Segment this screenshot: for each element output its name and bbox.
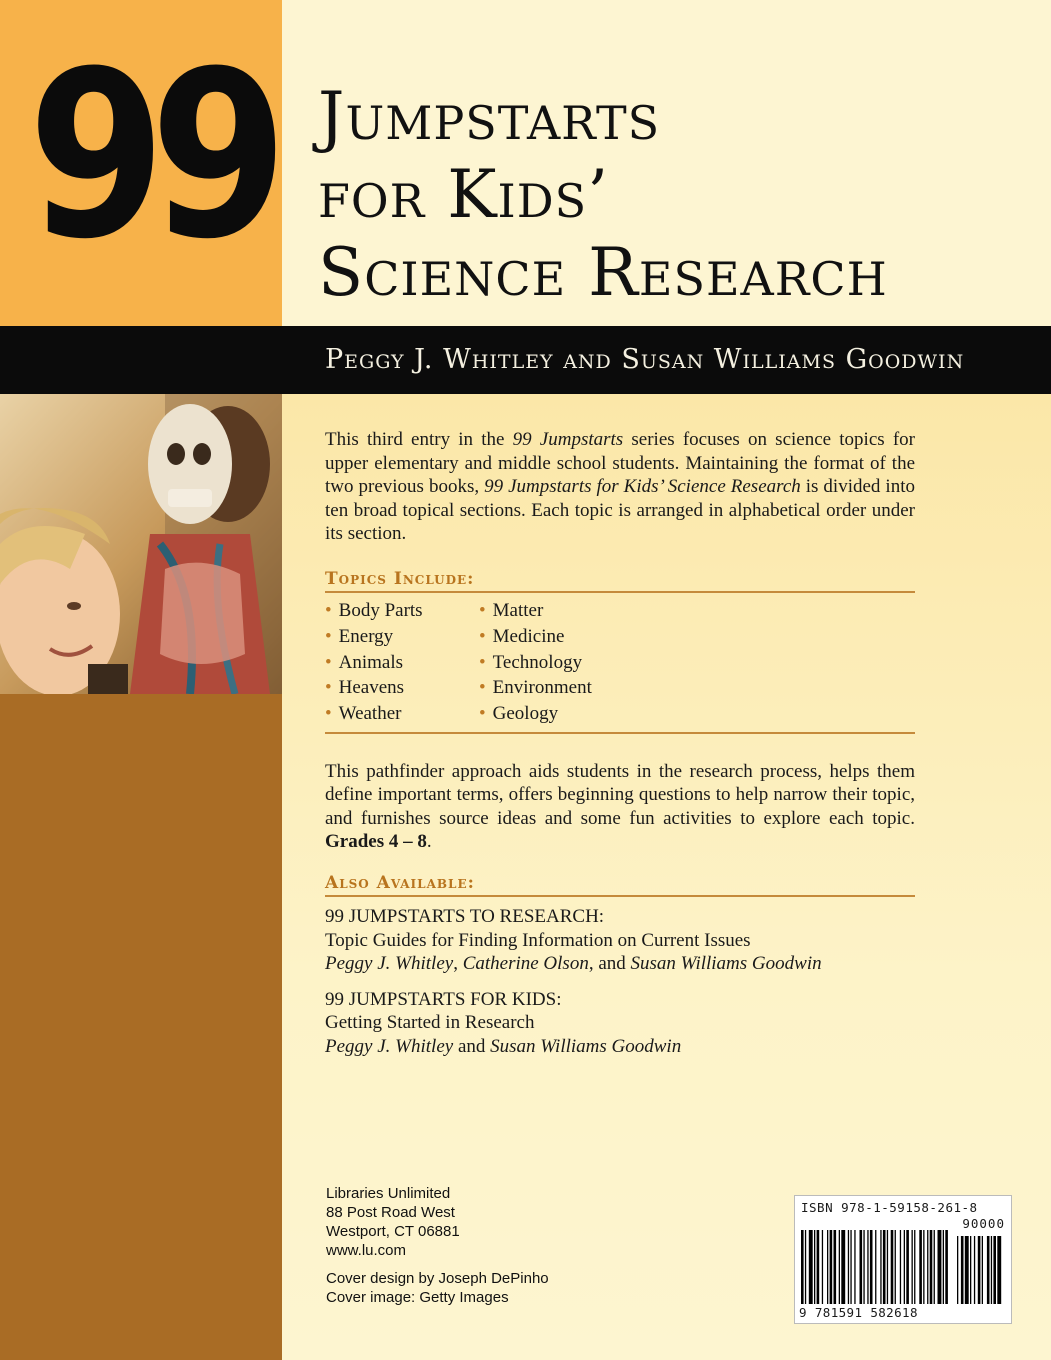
topic-item: • Body Parts [325, 600, 423, 621]
also-available-heading: Also Available: [325, 872, 475, 893]
title-line-3: Science Research [318, 234, 888, 311]
cover-photo-student-with-anatomy-model [0, 394, 282, 694]
related-book-1-title: 99 JUMPSTARTS TO RESEARCH: [325, 906, 605, 928]
publisher-city: Westport, CT 06881 [326, 1223, 460, 1240]
topics-bottom-rule [325, 732, 915, 734]
topic-item: • Matter [479, 600, 544, 621]
topic-item: • Energy [325, 625, 394, 647]
price-addon-text: 90000 [962, 1216, 1005, 1231]
intro-text-1: This third entry in the [325, 429, 513, 450]
publisher-info [326, 1184, 549, 1307]
ean-digits: 9 781591 582618 [799, 1305, 918, 1320]
publisher-street: 88 Post Road West [326, 1204, 455, 1221]
topics-column-2 [479, 599, 633, 728]
publisher-web: www.lu.com [326, 1242, 407, 1259]
topic-item: • Medicine [479, 625, 565, 647]
topic-item: • Geology [479, 703, 559, 725]
authors-line: Peggy J. Whitley and Susan Williams Goodwin [325, 344, 965, 375]
topics-list [325, 593, 915, 732]
brown-panel [0, 694, 282, 1360]
also-available-rule [325, 895, 915, 897]
isbn-barcode [794, 1195, 1012, 1324]
book-name: 99 Jumpstarts for Kids’ Science Research [484, 476, 801, 497]
related-book-1-authors: Peggy J. Whitley, Catherine Olson, and Susan Williams Goodwin [325, 953, 822, 975]
related-book-2-title: 99 JUMPSTARTS FOR KIDS: [325, 988, 562, 1010]
title-line-1: Jumpstarts [318, 78, 661, 155]
topic-item: • Animals [325, 651, 404, 673]
related-book-2-authors: Peggy J. Whitley and Susan Williams Goodwin [325, 1035, 682, 1057]
publisher-name: Libraries Unlimited [326, 1185, 451, 1202]
intro-text-2: series focuses on science topics for upper elementary and middle school students. Maintaining the format of the two previous books, [325, 429, 915, 497]
intro-paragraph [325, 428, 915, 546]
intro-text-3: is divided into ten broad topical sections. Each topic is arranged in alphabetical order under its section. [325, 476, 915, 544]
isbn-text: ISBN 978-1-59158-261-8 [801, 1200, 978, 1215]
barcode-bars [801, 1230, 1005, 1306]
cover-design-credit: Cover design by Joseph DePinho [326, 1270, 549, 1287]
related-book-1 [325, 905, 915, 976]
series-name: 99 Jumpstarts [512, 429, 624, 450]
topic-item: • Weather [325, 703, 402, 725]
topics-column-1 [325, 599, 479, 728]
pathfinder-paragraph: This pathfinder approach aids students in the research process, helps them define important terms, offers beginning questions to help narrow their topic, and furnishes source ideas and some fun activities to explore each topic. Grades 4 – 8. [325, 760, 915, 853]
topic-item: • Heavens [325, 677, 405, 699]
book-title [318, 78, 888, 312]
topic-item: • Environment [479, 677, 592, 699]
cover-image-credit: Cover image: Getty Images [326, 1289, 509, 1306]
description-content [325, 428, 915, 1058]
grades-label: Grades 4 – 8 [325, 831, 427, 853]
series-number: 99 [28, 23, 273, 290]
related-book-1-subtitle: Topic Guides for Finding Information on Current Issues [325, 929, 751, 951]
topic-item: • Technology [479, 651, 583, 673]
title-line-2: for Kids’ [318, 156, 610, 233]
topics-heading: Topics Include: [325, 568, 475, 589]
related-book-2 [325, 988, 915, 1059]
related-book-2-subtitle: Getting Started in Research [325, 1012, 535, 1034]
